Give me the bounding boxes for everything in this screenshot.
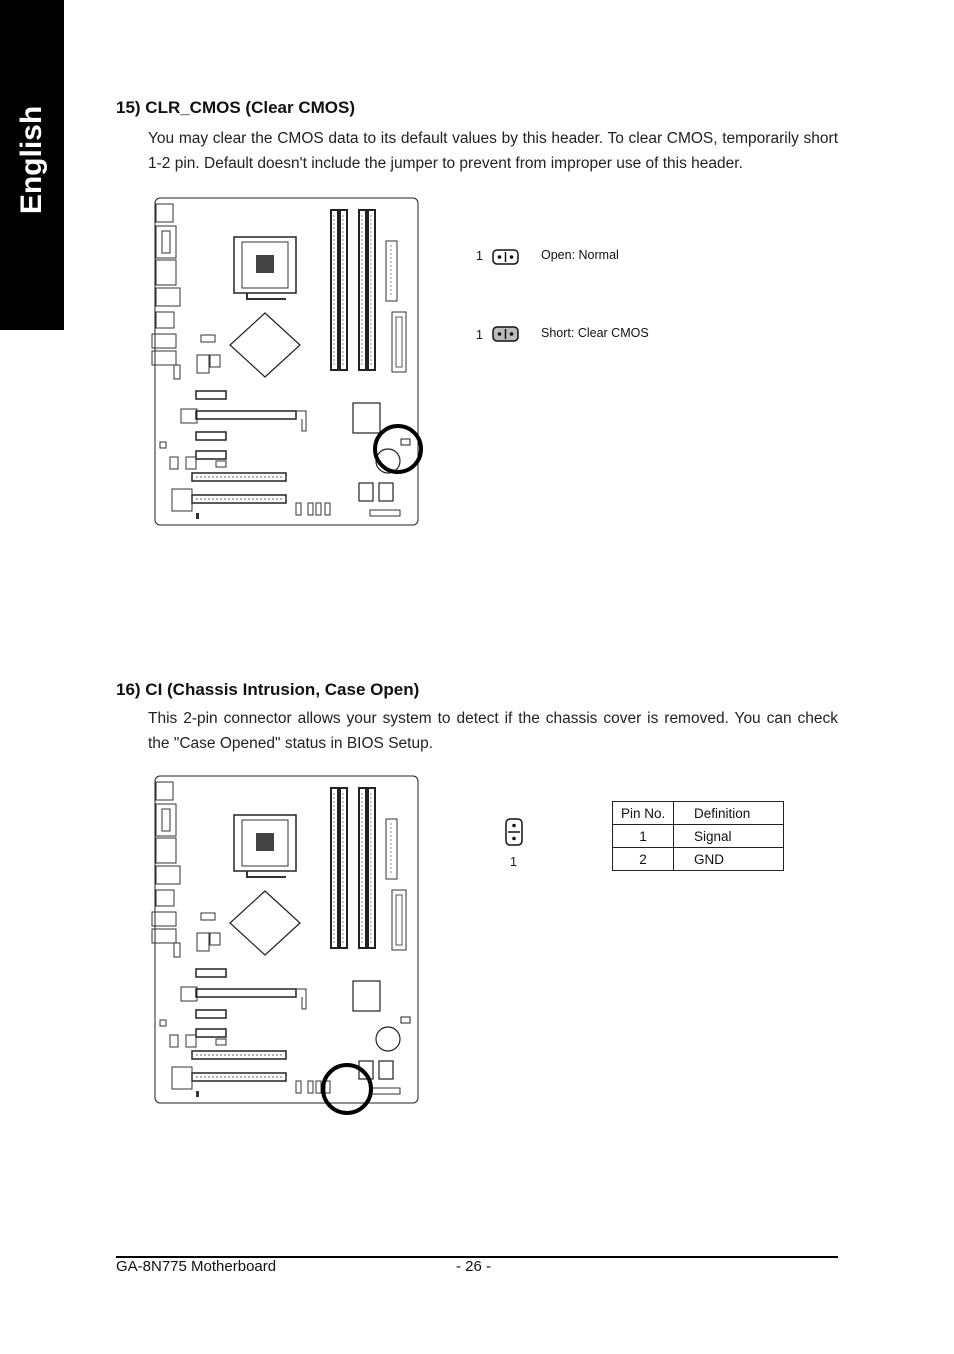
short-state-text: Short: Clear CMOS — [541, 326, 649, 340]
jumper-short-icon — [492, 326, 519, 342]
section-15-paragraph: You may clear the CMOS data to its default values by this header. To clear CMOS, temporarily short 1-2 pin. Default doesn't include the jumper to prevent from improper use of this header. — [148, 130, 838, 172]
footer-model: GA-8N775 Motherboard — [116, 1258, 277, 1275]
ci-pin-label: 1 — [510, 855, 517, 869]
table-row — [613, 848, 784, 871]
table-row — [613, 825, 784, 848]
motherboard-diagram-ci — [150, 773, 425, 1123]
ci-connector-icon — [505, 818, 523, 846]
motherboard-diagram-clr-cmos — [150, 195, 425, 530]
section-16-heading: 16) CI (Chassis Intrusion, Case Open) — [116, 680, 420, 699]
ci-pin-table — [612, 801, 784, 871]
table-cell-definition: GND — [674, 848, 784, 871]
table-cell-pin: 2 — [613, 848, 674, 871]
section-15-heading: 15) CLR_CMOS (Clear CMOS) — [116, 98, 355, 117]
side-tab-label: English — [15, 105, 48, 215]
section-16-paragraph: This 2-pin connector allows your system to detect if the chassis cover is removed. You can check the "Case Opened" status in BIOS Setup. — [148, 710, 838, 752]
footer-page-number: - 26 - — [456, 1258, 492, 1275]
table-header-pin: Pin No. — [613, 802, 674, 825]
table-header-row — [613, 802, 784, 825]
table-cell-definition: Signal — [674, 825, 784, 848]
short-state-pin-label: 1 — [476, 328, 483, 342]
table-cell-pin: 1 — [613, 825, 674, 848]
table-header-definition: Definition — [674, 802, 784, 825]
jumper-open-icon — [492, 249, 519, 265]
language-side-tab — [0, 0, 64, 330]
open-state-text: Open: Normal — [541, 248, 619, 262]
open-state-pin-label: 1 — [476, 249, 483, 263]
